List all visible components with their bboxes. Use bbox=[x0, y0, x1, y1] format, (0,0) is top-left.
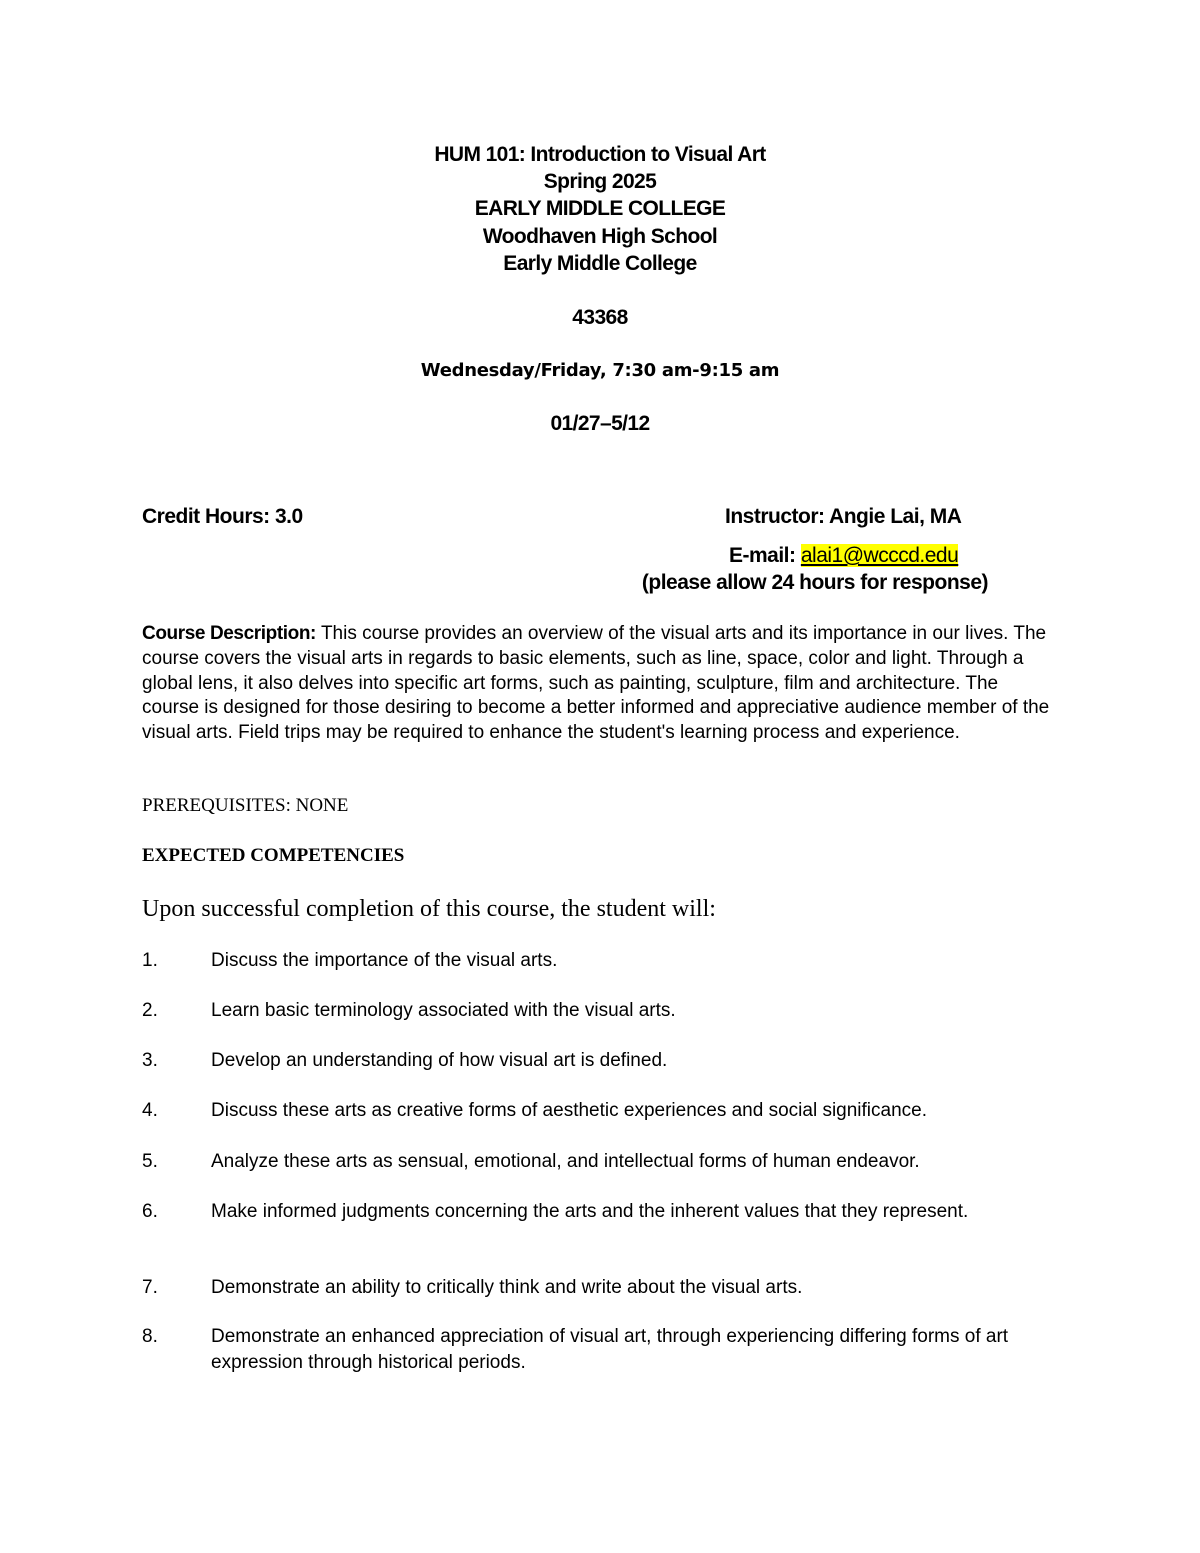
email-line bbox=[729, 542, 958, 569]
item-text: Learn basic terminology associated with the visual arts. bbox=[211, 1000, 676, 1021]
competency-item bbox=[142, 1324, 1052, 1375]
item-number: 8. bbox=[142, 1326, 158, 1347]
email-label: E-mail: bbox=[729, 544, 796, 567]
item-number: 5. bbox=[142, 1151, 158, 1172]
item-number: 6. bbox=[142, 1201, 158, 1222]
instructor-name: Instructor: Angie Lai, MA bbox=[725, 505, 962, 528]
competency-item bbox=[142, 948, 1052, 974]
item-text: Make informed judgments concerning the arts and the inherent values that they represent. bbox=[211, 1201, 969, 1222]
credit-hours: Credit Hours: 3.0 bbox=[142, 505, 303, 528]
response-note: (please allow 24 hours for response) bbox=[641, 571, 988, 594]
competencies-heading: EXPECTED COMPETENCIES bbox=[142, 845, 405, 866]
term: Spring 2025 bbox=[543, 170, 657, 193]
competencies-intro: Upon successful completion of this course, the student will: bbox=[142, 896, 716, 922]
competency-item bbox=[142, 1275, 1052, 1301]
item-text: Discuss these arts as creative forms of aesthetic experiences and social significance. bbox=[211, 1100, 927, 1121]
competency-item bbox=[142, 1048, 1052, 1074]
competency-item bbox=[142, 998, 1052, 1024]
item-text: Develop an understanding of how visual art is defined. bbox=[211, 1050, 668, 1071]
prerequisites: PREREQUISITES: NONE bbox=[142, 795, 349, 816]
description-label: Course Description: bbox=[142, 623, 316, 644]
item-number: 4. bbox=[142, 1100, 158, 1121]
competency-item bbox=[142, 1199, 1052, 1225]
email-link[interactable]: alai1@wcccd.edu bbox=[800, 544, 959, 567]
program-name: Early Middle College bbox=[503, 252, 697, 275]
competency-item bbox=[142, 1098, 1052, 1124]
school-name: Woodhaven High School bbox=[482, 225, 718, 248]
course-description bbox=[142, 622, 1052, 746]
item-text: Discuss the importance of the visual arts. bbox=[211, 950, 558, 971]
item-number: 2. bbox=[142, 1000, 158, 1021]
class-schedule: Wednesday/Friday, 7:30 am-9:15 am bbox=[420, 360, 780, 381]
section-number: 43368 bbox=[572, 306, 628, 329]
class-dates: 01/27–5/12 bbox=[550, 412, 650, 435]
description-text: This course provides an overview of the visual arts and its importance in our lives. The course covers the visual arts in regards to basic elements, such as line, space, color and light. Through a global lens, it also delves into specific art forms, such as painting, sculpture, film and architecture. The course is designed for those desiring to become a better informed and appreciative audience member of the visual arts. Field trips may be required to enhance the student's learning process and experience. bbox=[142, 623, 1050, 744]
item-text: Analyze these arts as sensual, emotional, and intellectual forms of human endeavor. bbox=[211, 1151, 920, 1172]
item-number: 7. bbox=[142, 1277, 158, 1298]
course-title: HUM 101: Introduction to Visual Art bbox=[434, 143, 766, 166]
item-number: 1. bbox=[142, 950, 158, 971]
competency-item bbox=[142, 1149, 1052, 1175]
item-text: Demonstrate an enhanced appreciation of visual art, through experiencing differing forms of art expression through historical periods. bbox=[211, 1326, 1009, 1373]
program-caps: EARLY MIDDLE COLLEGE bbox=[474, 197, 726, 220]
item-number: 3. bbox=[142, 1050, 158, 1071]
item-text: Demonstrate an ability to critically think and write about the visual arts. bbox=[211, 1277, 803, 1298]
